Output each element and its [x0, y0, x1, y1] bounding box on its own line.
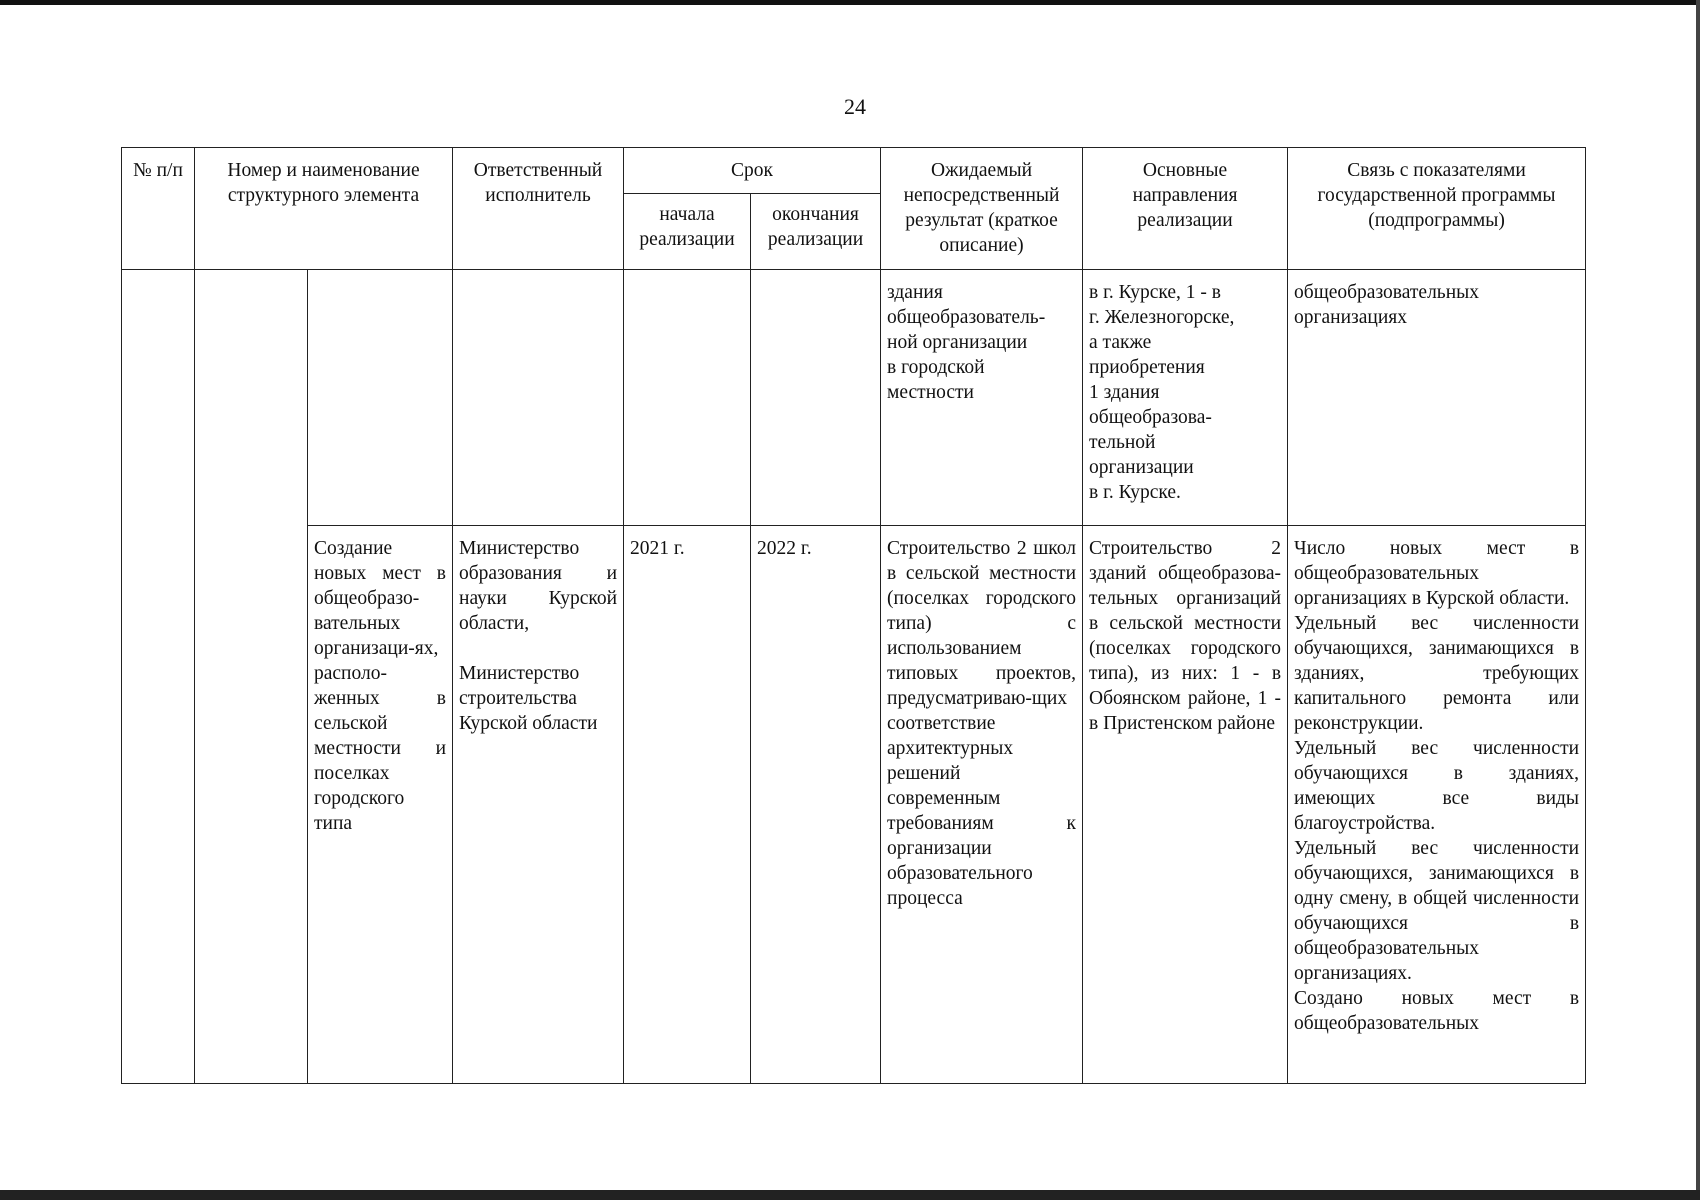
cell-start: 2021 г.	[624, 526, 751, 1084]
executor-line-1: Министерство образования и науки Курской области,	[459, 538, 618, 634]
executor-line-2: Министерство строительства Курской области	[459, 663, 598, 734]
table-row	[122, 526, 1586, 1084]
header-result: Ожидаемый непосредственный результат (краткое описание)	[881, 148, 1083, 270]
header-element: Номер и наименование структурного элемента	[195, 148, 453, 270]
table-row	[122, 270, 1586, 526]
cell-executor-cont	[453, 270, 624, 526]
header-term-end: окончания реализации	[751, 194, 881, 270]
cell-element-name: Создание новых мест в общеобразо-вательных организаци-ях, располо-женных в сельской местности и поселках городского типа	[308, 526, 453, 1084]
scan-border-right	[1696, 0, 1700, 1200]
cell-directions: Строительство 2 зданий общеобразова-тельных организаций в сельской местности (поселках городского типа), из них: 1 - в Обоянском районе, 1 - в Пристенском районе	[1083, 526, 1288, 1084]
header-link: Связь с показателями государственной программы (подпрограммы)	[1288, 148, 1586, 270]
cell-result-cont: здания общеобразователь- ной организации в городской местности	[881, 270, 1083, 526]
cell-executor	[453, 526, 624, 1084]
cell-name-cont	[308, 270, 453, 526]
cell-link: Число новых мест в общеобразовательных организациях в Курской области. Удельный вес численности обучающихся, занимающихся в зданиях, требующих капитального ремонта или реконструкции. Удельный вес численности обучающихся в зданиях, имеющих все виды благоустройства. Удельный вес численности обучающихся, занимающихся в одну смену, в общей численности обучающихся в общеобразовательных организациях. Создано новых мест в общеобразовательных	[1288, 526, 1586, 1084]
header-term-start: начала реализации	[624, 194, 751, 270]
header-directions: Основные направления реализации	[1083, 148, 1288, 270]
scan-border-bottom	[0, 1190, 1700, 1200]
header-executor: Ответственный исполнитель	[453, 148, 624, 270]
cell-num	[122, 270, 195, 1084]
cell-end-cont	[751, 270, 881, 526]
cell-start-cont	[624, 270, 751, 526]
cell-element-number	[195, 270, 308, 1084]
cell-result: Строительство 2 школ в сельской местности (поселках городского типа) с использованием типовых проектов, предусматриваю-щих соответствие архитектурных решений современным требованиям к организации образовательного процесса	[881, 526, 1083, 1084]
scan-border-top	[0, 0, 1700, 5]
header-num: № п/п	[122, 148, 195, 270]
page-number: 24	[844, 94, 866, 119]
cell-directions-cont: в г. Курске, 1 - в г. Железногорске, а также приобретения 1 здания общеобразова- тельной организации в г. Курске.	[1083, 270, 1288, 526]
header-term: Срок	[624, 148, 881, 194]
cell-end: 2022 г.	[751, 526, 881, 1084]
cell-link-cont: общеобразовательных организациях	[1288, 270, 1586, 526]
program-table	[121, 147, 1586, 1084]
table-header	[122, 148, 1586, 270]
